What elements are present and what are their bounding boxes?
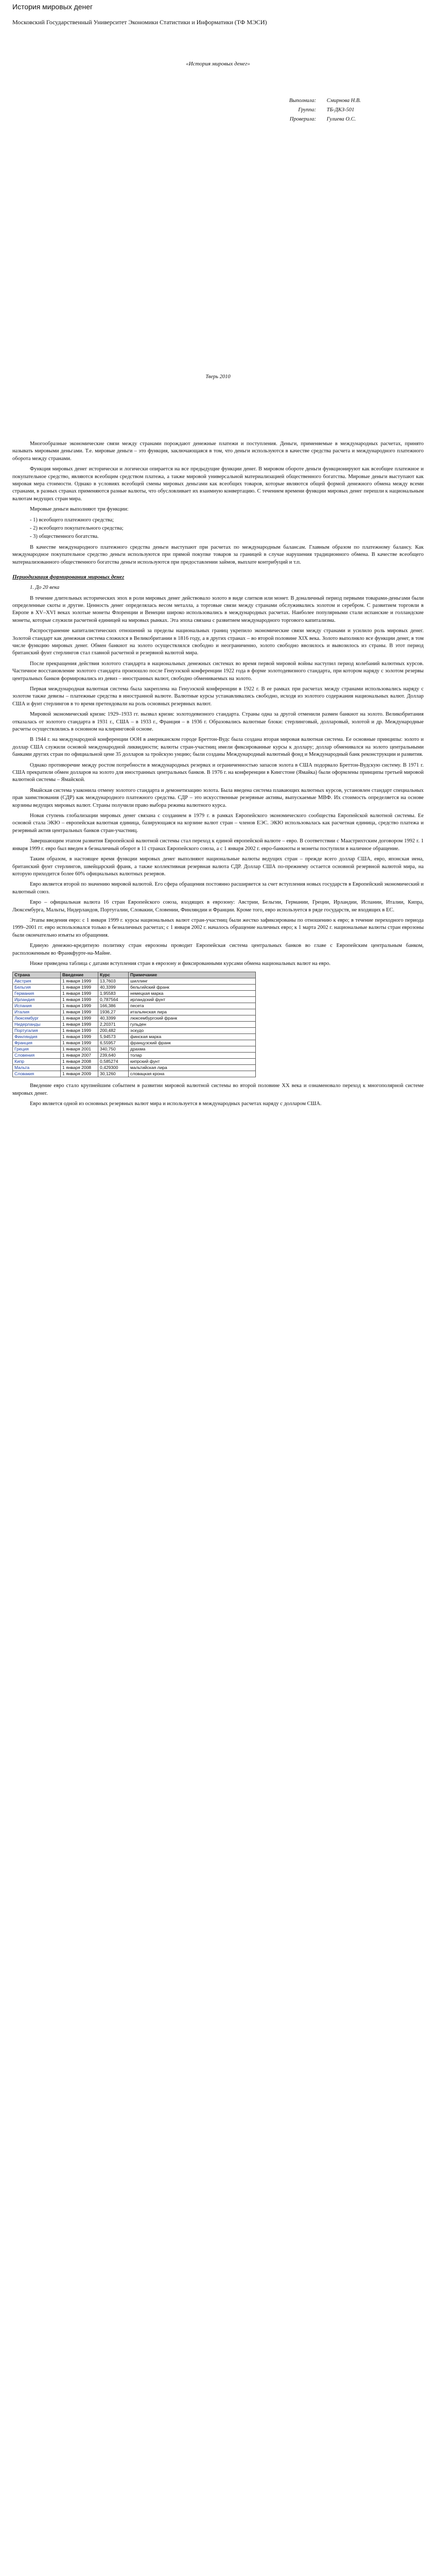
cell-country[interactable]: Австрия bbox=[13, 978, 61, 985]
cell-rate: 239,640 bbox=[98, 1053, 129, 1059]
cell-country[interactable]: Германия bbox=[13, 991, 61, 997]
author-block bbox=[254, 96, 361, 124]
cell-notes: гульден bbox=[129, 1022, 256, 1028]
checker-name: Гулиева О.С. bbox=[326, 116, 356, 122]
performer-row bbox=[254, 96, 361, 106]
table-row bbox=[13, 1046, 256, 1053]
body-paragraph: После прекращения действия золотого стандарта в национальных денежных системах во время первой мировой войны наступил период колебаний валютных курсов. Частичное восстановление золотого стандарта произошло после Генуэзской конференции 1922 года в форме золотодевизного стандарта, при котором наряду с золотом резервы центральных банков формировались из девиз – иностранных валют, свободно обмениваемых на золото. bbox=[12, 660, 424, 682]
cell-rate: 30,1260 bbox=[98, 1071, 129, 1077]
cell-rate: 2,20371 bbox=[98, 1022, 129, 1028]
city-year: Тверь 2010 bbox=[205, 374, 231, 380]
table-row bbox=[13, 1059, 256, 1065]
body-paragraph: Однако противоречие между ростом потребности в международных резервах и ограниченностью запасов золота в США подорвало Бреттон-Вудскую систему. В 1971 г. США прекратили обмен долларов на золото для иностранных центральных банков. В 1976 г. на конференции в Кингстоне (Ямайка) были оформлены принципы третьей мировой валютной системы – Ямайской. bbox=[12, 762, 424, 783]
cell-date: 1 января 1999 bbox=[61, 1022, 98, 1028]
functions-list-item: - 1) всеобщего платежного средства; bbox=[30, 517, 424, 524]
cell-date: 1 января 1999 bbox=[61, 997, 98, 1003]
cell-date: 1 января 2008 bbox=[61, 1059, 98, 1065]
cell-rate: 5,94573 bbox=[98, 1034, 129, 1040]
cell-notes: драхма bbox=[129, 1046, 256, 1053]
table-row bbox=[13, 1065, 256, 1071]
cell-date: 1 января 2007 bbox=[61, 1053, 98, 1059]
cell-notes: эскудо bbox=[129, 1028, 256, 1034]
cell-notes: люксембургский франк bbox=[129, 1015, 256, 1022]
cell-notes: французский франк bbox=[129, 1040, 256, 1046]
table-row bbox=[13, 1003, 256, 1009]
cell-country[interactable]: Бельгия bbox=[13, 985, 61, 991]
cell-notes: шиллинг bbox=[129, 978, 256, 985]
cell-notes: толар bbox=[129, 1053, 256, 1059]
body-paragraph: Распространение капиталистических отношений за пределы национальных границ укрепило экономические связи между странами и усилило роль мировых денег. Золотой стандарт как денежная система сложился в Великобритании в 1816 году, а в других странах – во второй половине XIX века. Золото выполняло все функции денег, в том числе функцию мировых денег. Обмен банкнот на золото осуществлялся свободно и неограниченно, золото свободно ввозилось и вывозилось из страны. В этот период британский фунт стерлингов стал главной расчетной и резервной валютой мира. bbox=[12, 628, 424, 656]
cell-date: 1 января 2001 bbox=[61, 1046, 98, 1053]
body-paragraph: Евро является второй по значению мировой валютой. Его сфера обращения постоянно расширяется за счет вступления новых государств в Европейский экономический и валютный союз. bbox=[12, 882, 424, 895]
cell-rate: 166,386 bbox=[98, 1003, 129, 1009]
table-row bbox=[13, 1053, 256, 1059]
table-row bbox=[13, 978, 256, 985]
cell-country[interactable]: Кипр bbox=[13, 1059, 61, 1065]
body-paragraph: Введение евро стало крупнейшим событием в развитии мировой валютной системы во второй половине XX века и ознаменовало переход к многополярной системе мировых денег. bbox=[12, 1083, 424, 1096]
cell-date: 1 января 1999 bbox=[61, 1003, 98, 1009]
cell-notes: финская марка bbox=[129, 1034, 256, 1040]
cell-country[interactable]: Франция bbox=[13, 1040, 61, 1046]
cell-country[interactable]: Нидерланды bbox=[13, 1022, 61, 1028]
cell-rate: 1936,27 bbox=[98, 1009, 129, 1015]
body-paragraph: Ниже приведена таблица с датами вступления стран в еврозону и фиксированными курсами обмена национальных валют на евро. bbox=[30, 960, 330, 967]
cell-country[interactable]: Мальта bbox=[13, 1065, 61, 1071]
essay-title: «История мировых денег» bbox=[186, 61, 250, 67]
cell-country[interactable]: Словения bbox=[13, 1053, 61, 1059]
column-header-notes: Примечание bbox=[129, 972, 256, 978]
cell-date: 1 января 1999 bbox=[61, 1015, 98, 1022]
document-body bbox=[12, 440, 424, 1108]
body-paragraph: В 1944 г. на международной конференции ООН в американском городе Бреттон-Вудс была создана вторая мировая валютная система. Ее основные принципы: золото и доллар США служили основой международной ликвидности; валюты стран-участниц имели фиксированные курсы к доллару; доллар обменивался на золото центральными банками других стран по официальной цене 35 долларов за тройскую унцию; были созданы Международный валютный фонд и Международный банк реконструкции и развития. bbox=[12, 737, 424, 758]
cell-date: 1 января 1999 bbox=[61, 991, 98, 997]
cell-date: 1 января 1999 bbox=[61, 985, 98, 991]
section-subheading: 1. До 20 века bbox=[30, 585, 60, 591]
table-header-row bbox=[13, 972, 256, 978]
cell-country[interactable]: Испания bbox=[13, 1003, 61, 1009]
checker-row bbox=[254, 115, 361, 124]
column-header-rate: Курс bbox=[98, 972, 129, 978]
cell-rate: 0,787564 bbox=[98, 997, 129, 1003]
cell-notes: немецкая марка bbox=[129, 991, 256, 997]
cell-rate: 6,55957 bbox=[98, 1040, 129, 1046]
functions-list bbox=[12, 517, 424, 541]
table-row bbox=[13, 985, 256, 991]
title-page bbox=[12, 18, 424, 440]
table-row bbox=[13, 1040, 256, 1046]
intro-paragraph: Функция мировых денег исторически и логически опирается на все предыдущие функции денег. В мировом обороте деньги функционируют как всеобщее платежное и покупательное средство, являются всеобщим средством платежа, а также мировой универсальной материализацией общественного богатства. Мировые деньги выступают как мировая мера стоимости. Однако в условиях всеобщей смены мировых деньгами как всеобщих товаров, которые являются общей формой денежного обмена между всеми странами, в разных странах применяются разные валюты, что обусловливает их взаимную конвертацию. С течением времени функции мировых денег перешли к национальным валютам ведущих стран мира. bbox=[12, 466, 424, 502]
intro-paragraph: Многообразные экономические связи между странами порождают денежные платежи и поступления. Деньги, применяемые в международных расчетах, принято называть мировыми деньгами. Т.е. мировые деньги – это функция, заключающаяся в том, что деньги используются в качестве средства расчета и международного платежного оборота между странами. bbox=[12, 441, 424, 462]
group-label: Группа: bbox=[298, 107, 316, 113]
table-body bbox=[13, 978, 256, 1077]
cell-country[interactable]: Италия bbox=[13, 1009, 61, 1015]
body-paragraph: В течение длительных исторических эпох в роли мировых денег действовало золото в виде слитков или монет. В доналичный период первыми товарами-деньгами были определенные скоты и другие. Ценность денег определялась весом металла, а торговые связи между странами обслуживались золотом и серебром. С развитием торговли в Европе в XV–XVI веках золотые монеты Флоренции и Венеции широко использовались в международных расчетах. Наиболее популярными стали испанские и голландские монеты, которые служили расчетной единицей на мировых рынках. Эта эпоха связана с развитием международного торгового капитализма. bbox=[12, 595, 424, 623]
table-header bbox=[13, 972, 256, 978]
cell-country[interactable]: Финляндия bbox=[13, 1034, 61, 1040]
cell-notes: песета bbox=[129, 1003, 256, 1009]
group-value: ТБ-ДКЗ-501 bbox=[326, 107, 355, 113]
cell-rate: 40,3399 bbox=[98, 1015, 129, 1022]
body-paragraph: Первая международная валютная система была закреплена на Генуэзской конференции в 1922 г. В ее рамках при расчетах между странами использовались наряду с золотом также девизы – платежные средства в иностранной валюте. Валютные курсы устанавливались свободно, исходя из золотого содержания национальных валют. Доллар США и фунт стерлингов в то время претендовали на роль основных резервных валют. bbox=[12, 686, 424, 707]
cell-rate: 340,750 bbox=[98, 1046, 129, 1053]
cell-rate: 13,7603 bbox=[98, 978, 129, 985]
cell-date: 1 января 2008 bbox=[61, 1065, 98, 1071]
performer-label: Выполнила: bbox=[289, 98, 316, 104]
intro-paragraph: В качестве международного платежного средства деньги выступают при расчетах по международным балансам. Главным образом по платежному балансу. Как международное покупательное средство деньги используются при прямой покупке товаров за границей в случае нарушения традиционного обмена. В качестве всеобщего материализованного общественного богатства деньги используются при предоставлении займов, выплате контрибуций и т.п. bbox=[12, 544, 424, 565]
cell-rate: 0,585274 bbox=[98, 1059, 129, 1065]
cell-notes: кипрский фунт bbox=[129, 1059, 256, 1065]
cell-notes: словацкая крона bbox=[129, 1071, 256, 1077]
cell-country[interactable]: Люксембург bbox=[13, 1015, 61, 1022]
table-row bbox=[13, 1009, 256, 1015]
cell-date: 1 января 1999 bbox=[61, 978, 98, 985]
euro-countries-table bbox=[12, 972, 256, 1077]
group-row bbox=[254, 106, 361, 115]
body-paragraph: Этапы введения евро: с 1 января 1999 г. курсы национальных валют стран-участниц были жестко зафиксированы по отношению к евро; в течение переходного периода 1999–2001 гг. евро использовался только в безналичных расчетах; с 1 января 2002 г. началось обращение наличных евро; к 1 марта 2002 г. национальные валюты стран еврозоны были окончательно изъяты из обращения. bbox=[12, 917, 424, 938]
body-paragraph: Таким образом, в настоящее время функции мировых денег выполняют национальные валюты ведущих стран – прежде всего доллар США, евро, японская иена, британский фунт стерлингов, швейцарский франк, а также коллективная резервная валюта СДР. Доллар США по-прежнему остается основной резервной валютой мира, на которую приходится более 60% официальных валютных резервов. bbox=[12, 856, 424, 877]
body-paragraph: Новая ступень глобализации мировых денег связана с созданием в 1979 г. в рамках Европейского экономического сообщества Европейской валютной системы. Ее основой стала ЭКЮ – европейская валютная единица, базирующаяся на корзине валют стран – членов ЕЭС. ЭКЮ использовалась как расчетная единица, средство платежа и резервный актив центральных банков стран-участниц. bbox=[12, 813, 424, 834]
section-heading: Периодизация формирования мировых денег bbox=[12, 574, 125, 581]
checker-label: Проверила: bbox=[289, 116, 316, 122]
cell-notes: мальтийская лира bbox=[129, 1065, 256, 1071]
body-paragraph: Единую денежно-кредитную политику стран еврозоны проводит Европейская система центральных банков во главе с Европейским центральным банком, расположенным во Франкфурте-на-Майне. bbox=[12, 943, 424, 956]
table-row bbox=[13, 1022, 256, 1028]
cell-rate: 0,429300 bbox=[98, 1065, 129, 1071]
cell-country[interactable]: Греция bbox=[13, 1046, 61, 1053]
cell-rate: 1,95583 bbox=[98, 991, 129, 997]
functions-list-item: - 3) общественного богатства. bbox=[30, 533, 424, 540]
cell-date: 1 января 1999 bbox=[61, 1034, 98, 1040]
cell-date: 1 января 1999 bbox=[61, 1040, 98, 1046]
body-paragraph: Ямайская система узаконила отмену золотого стандарта и демонетизацию золота. Была введена система плавающих валютных курсов, установлен стандарт специальных прав заимствования (СДР) как международного платежного средства. СДР – это искусственные резервные активы, выпускаемые МВФ. Их стоимость определяется на основе корзины ведущих мировых валют. Страны получили право выбора режима валютного курса. bbox=[12, 787, 424, 808]
document-title: История мировых денег bbox=[12, 3, 93, 11]
body-paragraph: Евро – официальная валюта 16 стран Европейского союза, входящих в еврозону: Австрии, Бельгии, Германии, Греции, Ирландии, Испании, Италии, Кипра, Люксембурга, Мальты, Нидерландов, Португалии, Словакии, Словении, Финляндии и Франции. Кроме того, евро используется в ряде государств, не входящих в ЕС. bbox=[12, 900, 424, 913]
intro-paragraph: Мировые деньги выполняют три функции: bbox=[30, 506, 129, 513]
table-row bbox=[13, 997, 256, 1003]
cell-rate: 200,482 bbox=[98, 1028, 129, 1034]
performer-name: Смирнова Н.В. bbox=[326, 98, 361, 104]
table-row bbox=[13, 1015, 256, 1022]
column-header-date: Введение bbox=[61, 972, 98, 978]
cell-date: 1 января 1999 bbox=[61, 1028, 98, 1034]
cell-notes: итальянская лира bbox=[129, 1009, 256, 1015]
cell-country[interactable]: Португалия bbox=[13, 1028, 61, 1034]
body-paragraph: Мировой экономический кризис 1929–1933 гг. вызвал кризис золотодевизного стандарта. Страны одна за другой отменили размен банкнот на золото. Великобритания отказалась от золотого стандарта в 1931 г., США – в 1933 г., Франция – в 1936 г. Образовались валютные блоки: стерлинговый, долларовый, золотой и др. Международные расчеты осуществлялись в основном на клиринговой основе. bbox=[12, 711, 424, 732]
university-name: Московский Государственный Университет Экономики Статистики и Информатики (ТФ МЭСИ) bbox=[12, 19, 267, 26]
table-row bbox=[13, 1034, 256, 1040]
cell-date: 1 января 1999 bbox=[61, 1009, 98, 1015]
column-header-country: Страна bbox=[13, 972, 61, 978]
cell-date: 1 января 2009 bbox=[61, 1071, 98, 1077]
cell-country[interactable]: Словакия bbox=[13, 1071, 61, 1077]
body-paragraph: Завершающим этапом развития Европейской валютной системы стал переход к единой европейской валюте – евро. В соответствии с Маастрихтским договором 1992 г. 1 января 1999 г. евро был введен в безналичный оборот в 11 странах Европейского союза, а с 1 января 2002 г. евро-банкноты и монеты поступили в наличное обращение. bbox=[12, 838, 424, 852]
table-row bbox=[13, 1071, 256, 1077]
table-row bbox=[13, 991, 256, 997]
cell-rate: 40,3399 bbox=[98, 985, 129, 991]
body-paragraph: Евро является одной из основных резервных валют мира и используется в международных расчетах наряду с долларом США. bbox=[30, 1101, 322, 1107]
cell-notes: ирландский фунт bbox=[129, 997, 256, 1003]
cell-notes: бельгийский франк bbox=[129, 985, 256, 991]
functions-list-item: - 2) всеобщего покупательного средства; bbox=[30, 525, 424, 532]
cell-country[interactable]: Ирландия bbox=[13, 997, 61, 1003]
table-row bbox=[13, 1028, 256, 1034]
